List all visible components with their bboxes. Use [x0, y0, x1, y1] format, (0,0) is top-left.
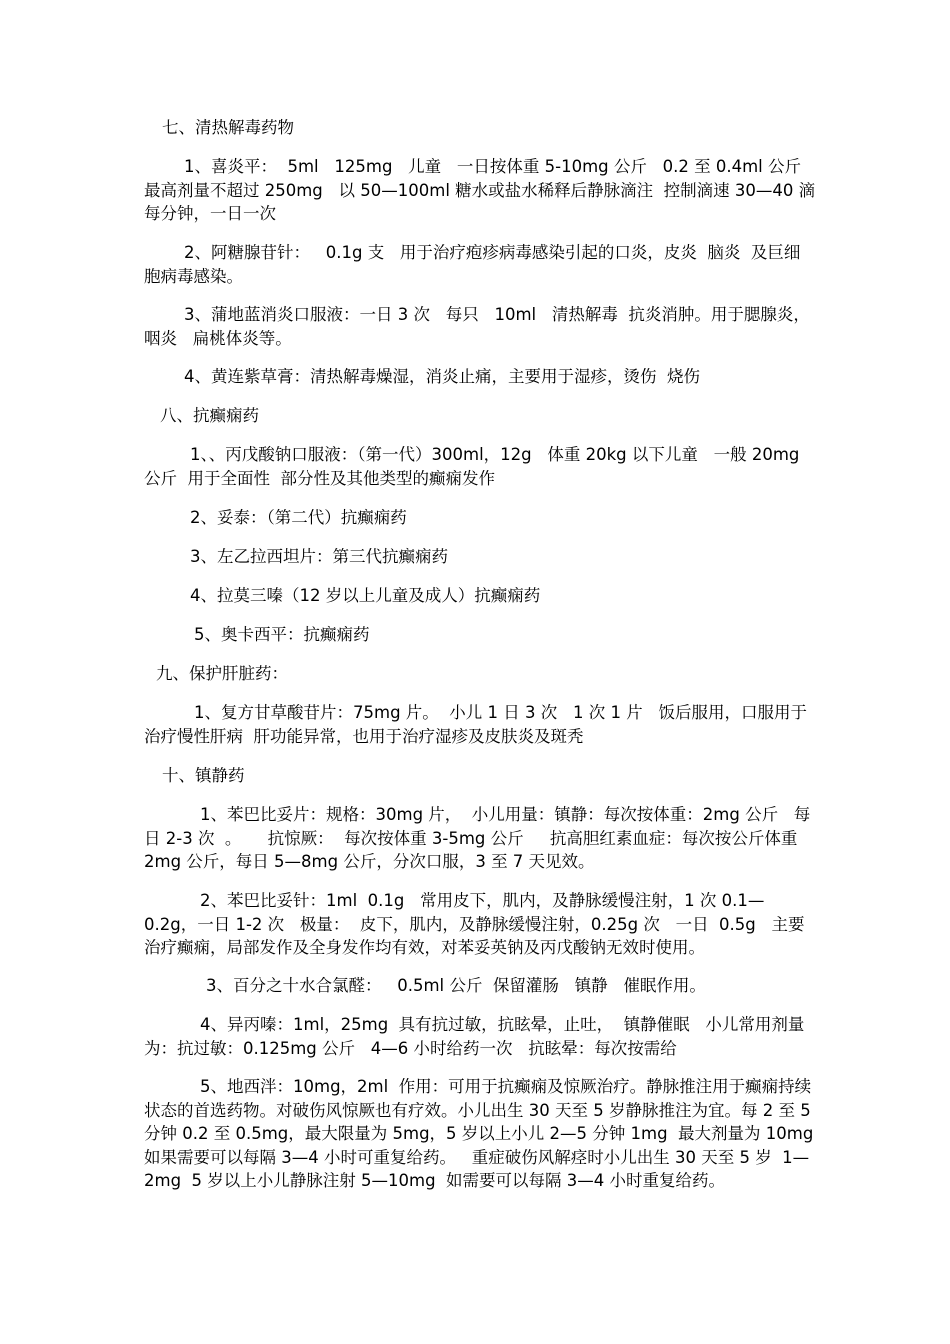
paragraph-7-1: 1、喜炎平： 5ml 125mg 儿童 一日按体重 5-10mg 公斤 0.2 至 0.4ml 公斤 最高剂量不超过 250mg 以 50—100ml 糖水或盐水稀释后静脉滴注 控制滴速 30—40 滴每分钟，一日一次 [144, 157, 817, 223]
paragraph-10-4: 4、异丙嗪：1ml，25mg 具有抗过敏，抗眩晕，止吐， 镇静催眠 小儿常用剂量为：抗过敏：0.125mg 公斤 4—6 小时给药一次 抗眩晕：每次按需给 [144, 1015, 805, 1058]
paragraph-10-3: 3、百分之十水合氯醛： 0.5ml 公斤 保留灌肠 镇静 催眠作用。 [206, 976, 706, 995]
paragraph-10-5: 5、地西泮：10mg，2ml 作用：可用于抗癫痫及惊厥治疗。静脉推注用于癫痫持续状态的首选药物。对破伤风惊厥也有疗效。小儿出生 30 天至 5 岁静脉推注为宜。每 2 至 5 分钟 0.2 至 0.5mg，最大限量为 5mg，5 岁以上小儿 2—5 分钟 1mg 最大剂量为 10mg 如果需要可以每隔 3—4 小时可重复给药。 重症破伤风解痉时小儿出生 30 天至 5 岁 1—2mg 5 岁以上小儿静脉注射 5—10mg 如需要可以每隔 3—4 小时重复给药。 [144, 1077, 830, 1190]
paragraph-7-3: 3、蒲地蓝消炎口服液：一日 3 次 每只 10ml 清热解毒 抗炎消肿。用于腮腺炎， 咽炎 扁桃体炎等。 [144, 305, 821, 348]
paragraph-7-2: 2、阿糖腺苷针： 0.1g 支 用于治疗疱疹病毒感染引起的口炎，皮炎 脑炎 及巨细胞病毒感染。 [144, 243, 801, 286]
paragraph-7-4: 4、黄连紫草膏：清热解毒燥湿，消炎止痛，主要用于湿疹，烫伤 烧伤 [184, 367, 700, 386]
paragraph-10-1: 1、苯巴比妥片：规格：30mg 片， 小儿用量：镇静：每次按体重：2mg 公斤 每日 2-3 次 。 抗惊厥： 每次按体重 3-5mg 公斤 抗高胆红素血症：每次按公斤体重 2mg 公斤，每日 5—8mg 公斤，分次口服，3 至 7 天见效。 [144, 805, 811, 871]
paragraph-8-1: 1、、丙戊酸钠口服液：（第一代）300ml，12g 体重 20kg 以下儿童 一般 20mg 公斤 用于全面性 部分性及其他类型的癫痫发作 [144, 445, 805, 488]
section-heading-10: 十、镇静药 [162, 766, 245, 785]
paragraph-9-1: 1、复方甘草酸苷片：75mg 片。 小儿 1 日 3 次 1 次 1 片 饭后服用，口服用于治疗慢性肝病 肝功能异常，也用于治疗湿疹及皮肤炎及斑秃 [144, 703, 807, 746]
paragraph-10-2: 2、苯巴比妥针：1ml 0.1g 常用皮下，肌内，及静脉缓慢注射，1 次 0.1—0.2g，一日 1-2 次 极量： 皮下，肌内，及静脉缓慢注射，0.25g 次 一日 0.5g 主要治疗癫痫，局部发作及全身发作均有效，对苯妥英钠及丙戊酸钠无效时使用。 [144, 891, 805, 957]
paragraph-8-2: 2、妥泰：（第二代）抗癫痫药 [190, 508, 407, 527]
section-heading-7: 七、清热解毒药物 [162, 118, 294, 137]
section-heading-9: 九、保护肝脏药： [156, 664, 288, 683]
paragraph-8-5: 5、奥卡西平：抗癫痫药 [194, 625, 370, 644]
section-heading-8: 八、抗癫痫药 [160, 406, 259, 425]
paragraph-8-3: 3、左乙拉西坦片：第三代抗癫痫药 [190, 547, 448, 566]
paragraph-8-4: 4、拉莫三嗪（12 岁以上儿童及成人）抗癫痫药 [190, 586, 541, 605]
